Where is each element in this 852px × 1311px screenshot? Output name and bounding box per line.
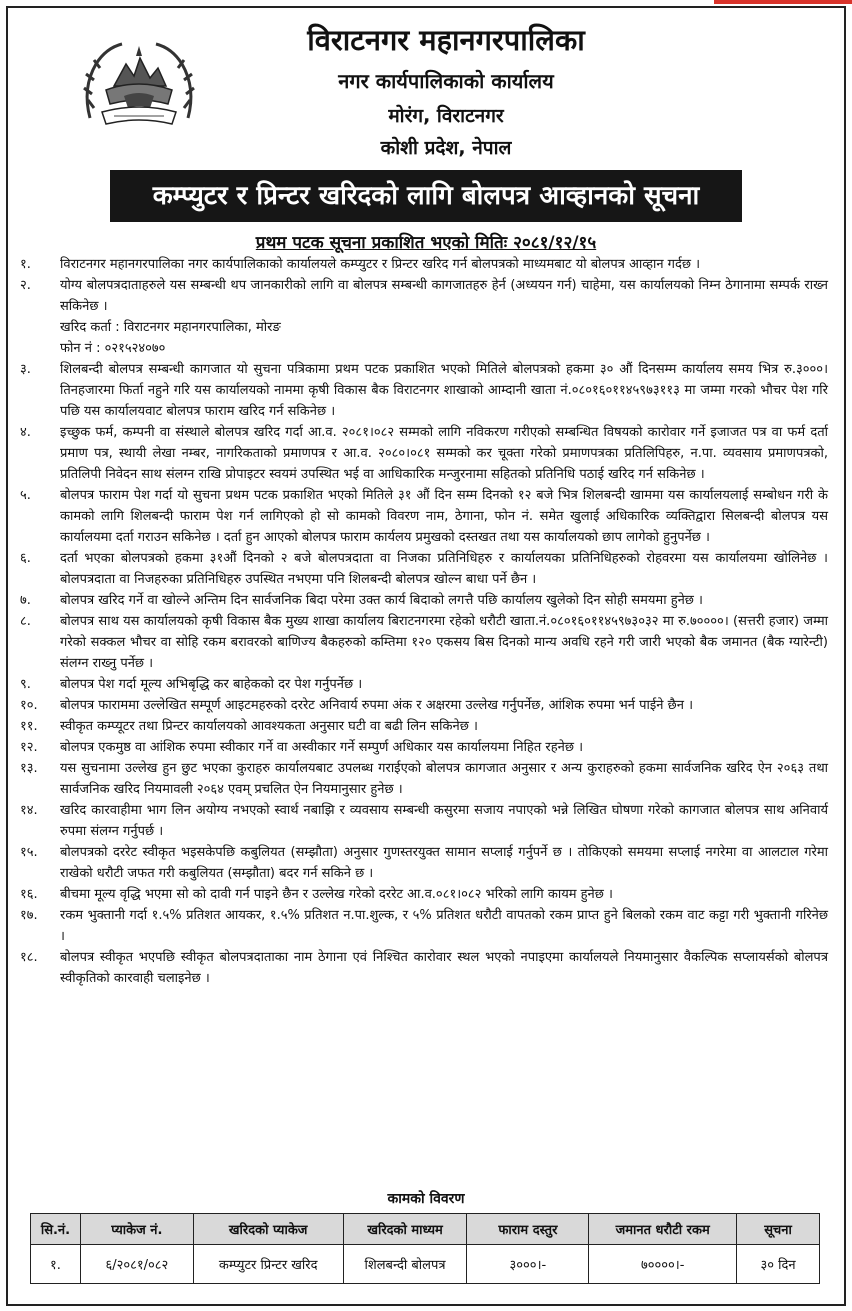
item-number: १४. [20,803,38,818]
item-number: १६. [20,887,38,902]
item-number: ७. [20,593,31,608]
notice-title-banner: कम्प्युटर र प्रिन्टर खरिदको लागि बोलपत्र आव्हानको सूचना [110,170,742,222]
cell-serial: १. [31,1245,81,1284]
table-header-row [31,1214,820,1245]
item-text: स्वीकृत कम्प्यूटर तथा प्रिन्टर कार्यालयको आवश्यकता अनुसार घटी वा बढी लिन सकिनेछ । [60,719,478,734]
publish-date: प्रथम पटक सूचना प्रकाशित भएको मितिः २०८१/१२/१५ [255,233,597,253]
notice-item [20,695,828,716]
header-notice: सूचना [737,1214,820,1245]
top-red-line [714,0,852,4]
notice-item [20,758,828,800]
notice-item [20,716,828,737]
item-text: विराटनगर महानगरपालिका नगर कार्यपालिकाको कार्यालयले कम्प्युटर र प्रिन्टर खरिद गर्न बोलपत्रको माध्यमबाट यो बोलपत्र आव्हान गर्दछ । [60,257,701,272]
item-text: बोलपत्र स्वीकृत भएपछि स्वीकृत बोलपत्रदाताका नाम ठेगाना एवं निश्चित कारोवार स्थल भएको नपाइएमा कार्यालयले नियमानुसार वैकल्पिक सप्लायर्सको बोलपत्र स्वीकृतिको कारवाही चलाइनेछ । [60,950,828,986]
header-method: खरिदको माध्यम [343,1214,467,1245]
notice-item [20,905,828,947]
item-number: १३. [20,761,38,776]
cell-form-fee: ३०००।- [467,1245,589,1284]
notice-item [20,884,828,905]
header-package-no: प्याकेज नं. [80,1214,193,1245]
item-text: बोलपत्र पेश गर्दा मूल्य अभिबृद्धि कर बाहेकको दर पेश गर्नुपर्नेछ । [60,677,363,692]
item-number: ११. [20,719,38,734]
work-details-table [30,1213,820,1284]
phone-number: फोन नं : ०२१५२४०७० [60,341,166,356]
notice-item [20,674,828,695]
header-deposit: जमानत धरौटी रकम [589,1214,737,1245]
notice-item [20,359,828,422]
notice-item [20,737,828,758]
item-number: १०. [20,698,38,713]
item-number: ९. [20,677,31,692]
cell-deposit: ७००००।- [589,1245,737,1284]
item-text: योग्य बोलपत्रदाताहरुले यस सम्बन्धी थप जानकारीको लागि वा बोलपत्र सम्बन्धी कागजातहरु हेर्न (अध्ययन गर्न) चाहेमा, यस कार्यालयको निम्न ठेगानामा सम्पर्क राख्न सकिनेछ । [60,278,828,314]
cell-notice: ३० दिन [737,1245,820,1284]
header-serial: सि.नं. [31,1214,81,1245]
table-row [31,1245,820,1284]
item-number: ३. [20,362,31,377]
cell-package: कम्प्युटर प्रिन्टर खरिद [193,1245,343,1284]
work-details-title: कामको विवरण [387,1191,465,1207]
notice-item [20,842,828,884]
notice-item [20,422,828,485]
notice-item [20,611,828,674]
cell-method: शिलबन्दी बोलपत्र [343,1245,467,1284]
notice-body [20,254,828,989]
item-number: २. [20,278,31,293]
header-package: खरिदको प्याकेज [193,1214,343,1245]
item-text: दर्ता भएका बोलपत्रको हकमा ३१औं दिनको २ बजे बोलपत्रदाता वा निजका प्रतिनिधिहरु र कार्यालयका प्रतिनिधिहरुको रोहवरमा यस कार्यालयमा खोलिनेछ । बोलपत्रदाता वा निजहरुका प्रतिनिधिहरु उपस्थित नभएमा पनि शिलबन्दी बोलपत्र खोल्न बाधा पर्ने छैन । [60,551,828,587]
municipality-title: विराटनगर महानगरपालिका [307,23,585,57]
item-text: रकम भुक्तानी गर्दा १.५% प्रतिशत आयकर, १.५% प्रतिशत न.पा.शुल्क, र ५% प्रतिशत धरौटी वापतको रकम प्राप्त हुने बिलको रकम वाट कट्टा गरी भुक्तानी गरिनेछ । [60,908,828,944]
notice-item [20,548,828,590]
item-text: बीचमा मूल्य वृद्धि भएमा सो को दावी गर्न पाइने छैन र उल्लेख गरेको दररेट आ.व.०८१।०८२ भरिको लागि कायम हुनेछ । [60,887,613,902]
item-text: बोलपत्र फाराममा उल्लेखित सम्पूर्ण आइटमहरुको दररेट अनिवार्य रुपमा अंक र अक्षरमा उल्लेख गर्नुपर्नेछ, आंशिक रुपमा भर्न पाईने छैन । [60,698,694,713]
item-number: १. [20,257,31,272]
item-text: यस सुचनामा उल्लेख हुन छुट भएका कुराहरु कार्यालयबाट उपलब्ध गराईएको बोलपत्र कागजात अनुसार र अन्य कुराहरुको हकमा सार्वजनिक खरिद ऐन २०६३ तथा सार्वजनिक खरिद नियमावली २०६४ एवम् प्रचलित ऐन नियमानुसार हुनेछ । [60,761,828,797]
item-text: बोलपत्र एकमुष्ठ वा आंशिक रुपमा स्वीकार गर्ने वा अस्वीकार गर्ने सम्पुर्ण अधिकार यस कार्यालयमा निहित रहनेछ । [60,740,583,755]
item-text: बोलपत्र साथ यस कार्यालयको कृषी विकास बैक मुख्य शाखा कार्यालय बिराटनगरमा रहेको धरौटी खाता.नं.०८०१६०११४५९७३०३२ मा रु.७००००। (सत्तरी हजार) जम्मा गरेको सक्कल भौचर वा सोहि रकम बरावरको बाणिज्य बैकहरुको कम्तिमा १२० एकसय बिस दिनको मान्य अवधि रहने गरी जारी भएको बैक जमानत (बैक ग्यारेन्टी) संलग्न राख्नु पर्नेछ । [60,614,828,671]
header-form-fee: फाराम दस्तुर [467,1214,589,1245]
notice-item [20,800,828,842]
item-text: बोलपत्र खरिद गर्ने वा खोल्ने अन्तिम दिन सार्वजनिक बिदा परेमा उक्त कार्य बिदाको लगत्तै पछि कार्यालय खुलेको दिन सोही समयमा हुनेछ । [60,593,703,608]
notice-item [20,254,828,275]
item-text: बोलपत्र फाराम पेश गर्दा यो सुचना प्रथम पटक प्रकाशित भएको मितिले ३१ औं दिन सम्म दिनको १२ बजे भित्र शिलबन्दी खाममा यस कार्यालयलाई सम्बोधन गरी के कामको लागि शिलबन्दी फाराम पेश गर्न लागिएको हो सो कामको विवरण नाम, ठेगाना, फोन नं. समेत खुलाई अधिकारिक व्यक्तिद्वारा सिलबन्दी बोलपत्र यस कार्यालयमा दर्ता गराउन सकिनेछ । दर्ता हुन आएको बोलपत्र फाराम कार्यलय प्रमुखको दस्तखत तथा यस कार्यालयको छाप लागेको हुनुपर्नेछ । [60,488,828,545]
notice-item [20,275,828,317]
cell-package-no: ६/२०८१/०८२ [80,1245,193,1284]
item-number: १२. [20,740,38,755]
item-number: १७. [20,908,38,923]
notice-item [20,485,828,548]
item-number: १८. [20,950,38,965]
item-number: ८. [20,614,31,629]
buyer-contact: खरिद कर्ता : विराटनगर महानगरपालिका, मोरङ [60,320,281,335]
item-number: ५. [20,488,31,503]
item-text: बोलपत्रको दररेट स्वीकृत भइसकेपछि कबुलियत (सम्झौता) अनुसार गुणस्तरयुक्त सामान सप्लाई गर्नुपर्ने छ । तोकिएको समयमा सप्लाई नगरेमा वा आलटाल गरेमा राखेको धरौटी जफत गरी कबुलियत (सम्झौता) बदर गर्न सकिने छ । [60,845,828,881]
notice-item [20,590,828,611]
item-text: खरिद कारवाहीमा भाग लिन अयोग्य नभएको स्वार्थ नबाझि र व्यवसाय सम्बन्धी कसुरमा सजाय नपाएको भन्ने लिखित घोषणा गरेको कागजात बोलपत्र साथ अनिवार्य रुपमा संलग्न गर्नुपर्छ । [60,803,828,839]
item-number: ६. [20,551,31,566]
notice-item [20,947,828,989]
item-text: शिलबन्दी बोलपत्र सम्बन्धी कागजात यो सुचना पत्रिकामा प्रथम पटक प्रकाशित भएको मितिले बोलपत्रको हकमा ३० औं दिनसम्म कार्यालय समय भित्र रु.३०००। तिनहजारमा फिर्ता नहुने गरि यस कार्यालयको नाममा कृषी विकास बैक विराटनगर शाखाको आम्दानी खाता नं.०८०१६०११४५९७३११३ मा जम्मा गरको भौचर पेश गरि पछि यस कार्यालयवाट बोलपत्र फाराम खरिद गर्न सकिनेछ । [60,362,828,419]
item-number: १५. [20,845,38,860]
province-name: कोशी प्रदेश, नेपाल [380,137,512,159]
office-name: नगर कार्यपालिकाको कार्यालय [338,69,554,93]
item-number: ४. [20,425,31,440]
item-text: इच्छुक फर्म, कम्पनी वा संस्थाले बोलपत्र खरिद गर्दा आ.व. २०८१।०८२ सम्मको लागि नविकरण गरीएको सम्बन्धित विषयको कारोवार गर्ने इजाजत पत्र वा फर्म दर्ता प्रमाण पत्र, स्थायी लेखा नम्बर, नागरिकताको प्रमाणपत्र र आ.व. २०८०।०८१ सम्मको कर चूक्ता गरेको प्रमाणपत्रका प्रतिलिपिहरु, न.पा. व्यवसाय प्रमाणपत्रको, प्रतिलिपी निवेदन साथ संलग्न राखि प्रोपाइटर स्वयमं उपस्थित भई वा आधिकारिक मन्जुरनामा सहितको प्रतिनिधि पठाई खरिद गर्न सकिनेछ । [60,425,828,482]
office-location: मोरंग, विराटनगर [388,105,504,127]
